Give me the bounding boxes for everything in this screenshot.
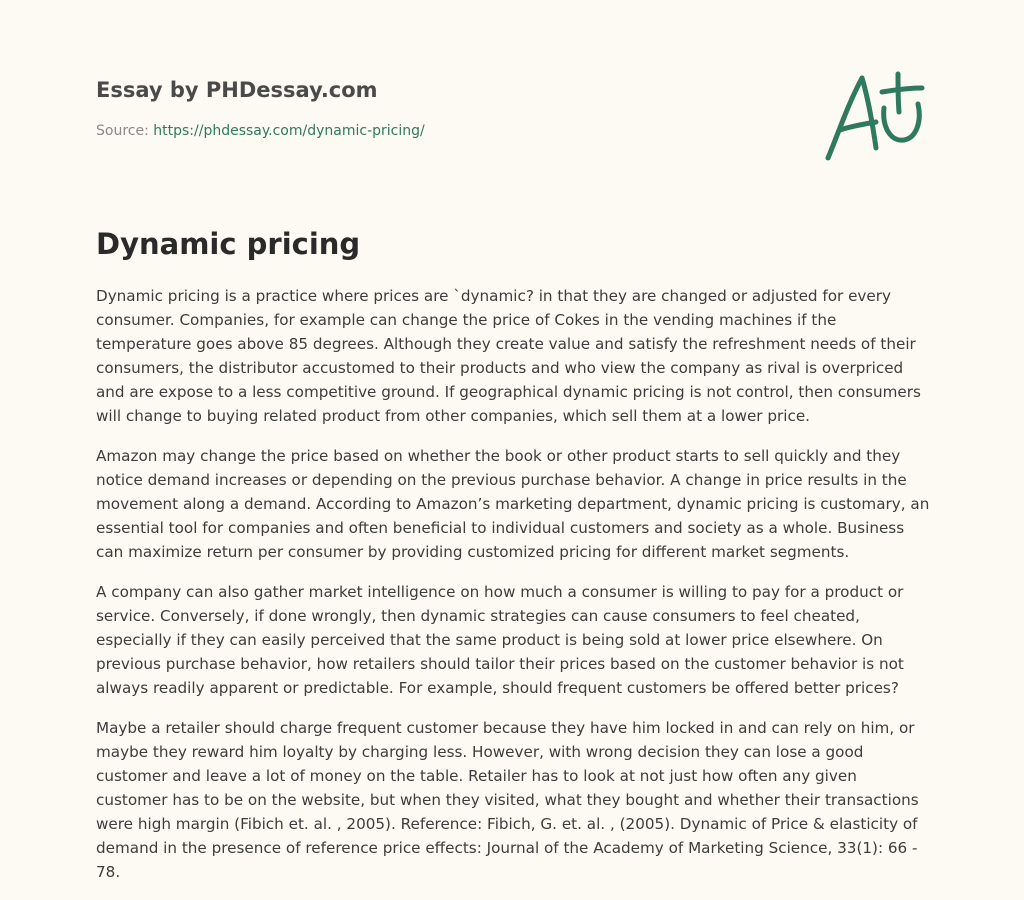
source-line bbox=[96, 122, 928, 140]
essay-paragraph: Maybe a retailer should charge frequent customer because they have him locked in and can rely on him, or maybe they reward him loyalty by charging less. However, with wrong decision they can lose a good customer and leave a lot of money on the table. Retailer has to look at not just how often any given customer has to be on the website, but when they visited, what they bought and whether their transactions were high margin (Fibich et. al. , 2005). Reference: Fibich, G. et. al. , (2005). Dynamic of Price & elasticity of demand in the presence of reference price effects: Journal of the Academy of Marketing Science, 33(1): 66 - 78. bbox=[96, 719, 919, 881]
essay-paragraph: Dynamic pricing is a practice where prices are `dynamic? in that they are changed or adjusted for every consumer. Companies, for example can change the price of Cokes in the vending machines if the temperature goes above 85 degrees. Although they create value and satisfy the refreshment needs of their consumers, the distributor accustomed to their products and who view the company as rival is overpriced and are expose to a less competitive ground. If geographical dynamic pricing is not control, then consumers will change to buying related product from other companies, which sell them at a lower price. bbox=[96, 287, 921, 425]
essay-body bbox=[96, 284, 932, 900]
essay-title: Dynamic pricing bbox=[96, 227, 361, 261]
source-link[interactable]: https://phdessay.com/dynamic-pricing/ bbox=[153, 123, 425, 139]
essay-paragraph: A company can also gather market intelligence on how much a consumer is willing to pay for a product or service. Conversely, if done wrongly, then dynamic strategies can cause consumers to feel cheated, especially if they can easily perceived that the same product is being sold at lower price elsewhere. On previous purchase behavior, how retailers should tailor their prices based on the customer behavior is not always readily apparent or predictable. For example, should frequent customers be offered better prices? bbox=[96, 583, 904, 697]
source-label: Source: bbox=[96, 123, 149, 139]
site-title: Essay by PHDessay.com bbox=[96, 78, 378, 102]
a-plus-logo-icon bbox=[818, 64, 930, 168]
header bbox=[96, 78, 928, 140]
essay-paragraph: Amazon may change the price based on whether the book or other product starts to sell quickly and they notice demand increases or depending on the previous purchase behavior. A change in price results in the movement along a demand. According to Amazon’s marketing department, dynamic pricing is customary, an essential tool for companies and often beneficial to individual customers and society as a whole. Business can maximize return per consumer by providing customized pricing for different market segments. bbox=[96, 447, 930, 561]
